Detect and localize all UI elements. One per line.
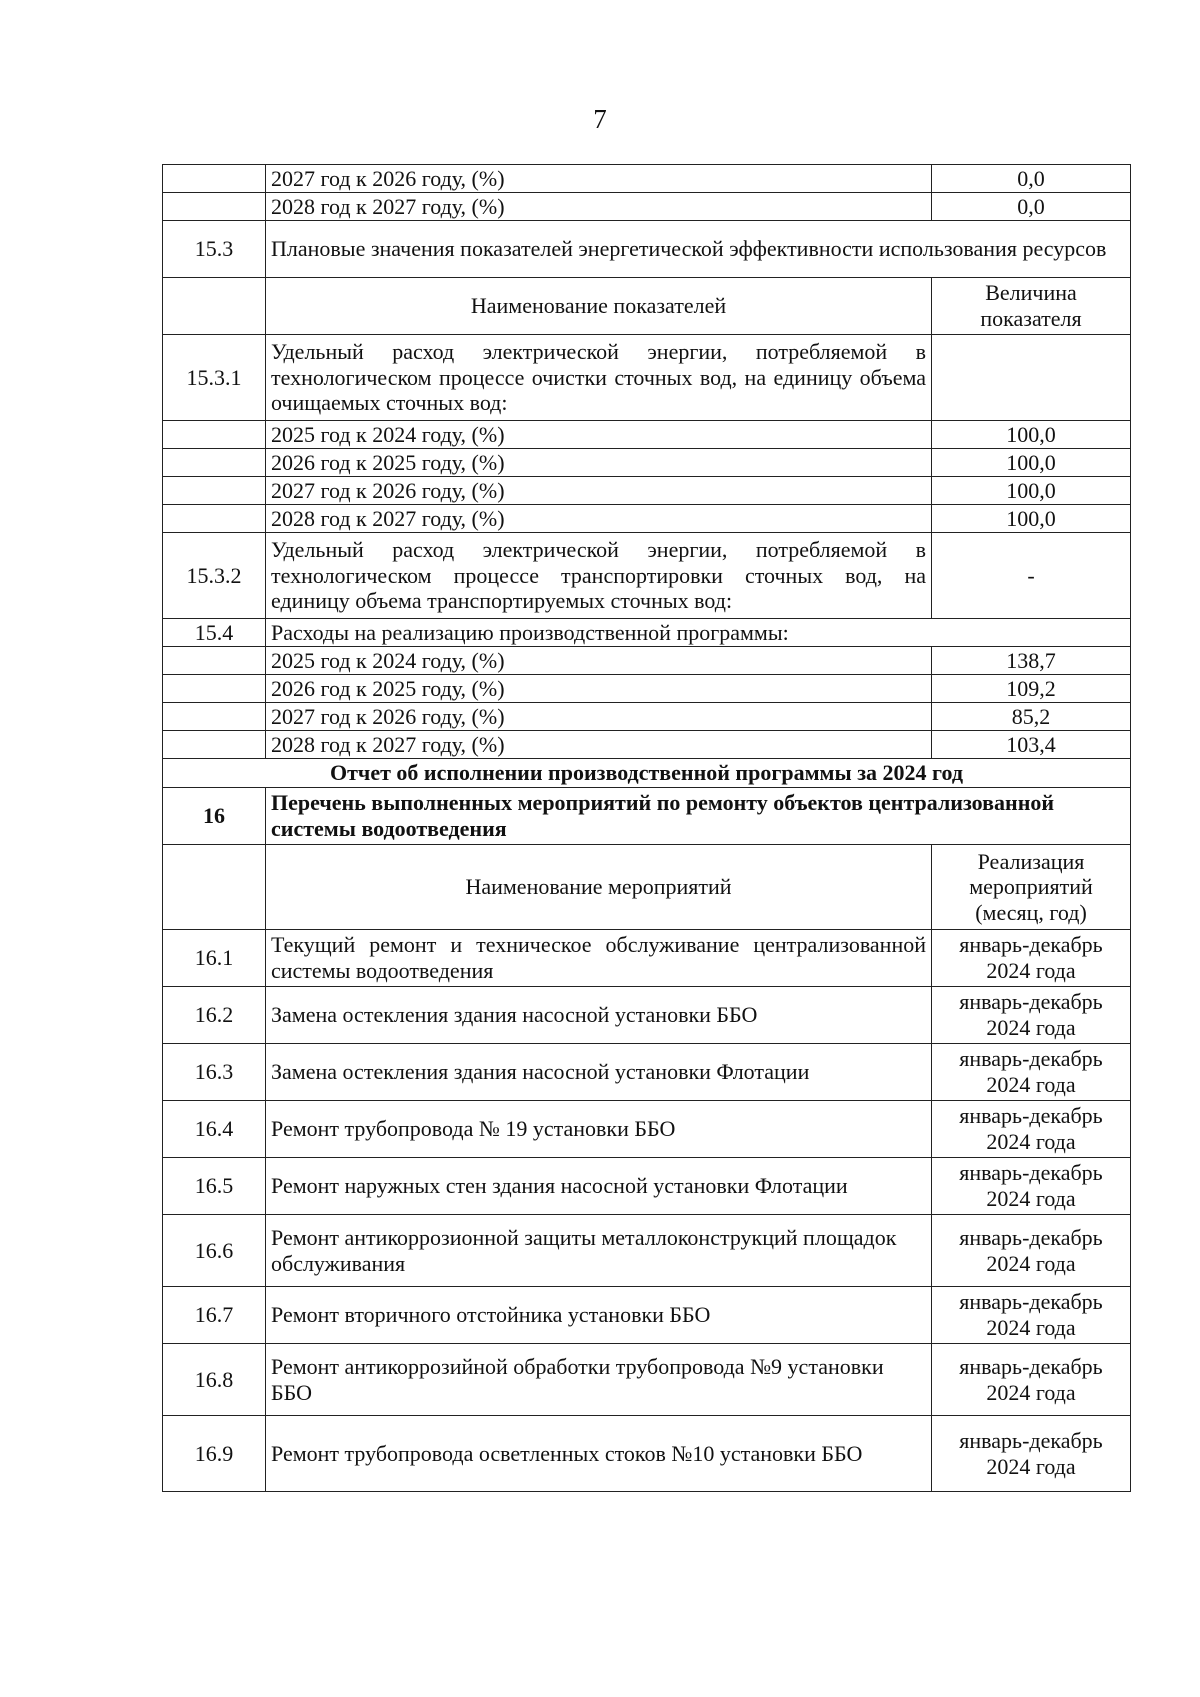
item-text: Ремонт трубопровода № 19 установки ББО (266, 1101, 932, 1158)
item-period: январь-декабрь 2024 года (932, 987, 1131, 1044)
item-text: Текущий ремонт и техническое обслуживание централизованной системы водоотведения (266, 930, 932, 987)
row-label: 2028 год к 2027 году, (%) (266, 505, 932, 533)
row-value: 100,0 (932, 477, 1131, 505)
table-row (163, 1344, 1131, 1416)
item-period: январь-декабрь 2024 года (932, 930, 1131, 987)
table-row (163, 1044, 1131, 1101)
row-number-cell (163, 675, 266, 703)
item-text: Удельный расход электрической энергии, потребляемой в технологическом процессе транспортировки сточных вод, на единицу объема транспортируемых сточных вод: (266, 533, 932, 619)
row-value: 109,2 (932, 675, 1131, 703)
item-number: 16.2 (163, 987, 266, 1044)
table-row (163, 505, 1131, 533)
column-header-row (163, 845, 1131, 930)
table-row (163, 1215, 1131, 1287)
item-period: январь-декабрь 2024 года (932, 1158, 1131, 1215)
row-number-cell (163, 421, 266, 449)
item-text: Ремонт антикоррозийной обработки трубопровода №9 установки ББО (266, 1344, 932, 1416)
table-row (163, 675, 1131, 703)
section-row-15-3 (163, 221, 1131, 278)
item-number: 16.9 (163, 1416, 266, 1492)
item-number: 15.3.2 (163, 533, 266, 619)
item-text: Ремонт антикоррозионной защиты металлоконструкций площадок обслуживания (266, 1215, 932, 1287)
table-row (163, 1158, 1131, 1215)
item-number: 16.8 (163, 1344, 266, 1416)
item-text: Расходы на реализацию производственной программы: (266, 619, 1131, 647)
row-value: 100,0 (932, 421, 1131, 449)
row-label: 2027 год к 2026 году, (%) (266, 703, 932, 731)
row-value: 0,0 (932, 193, 1131, 221)
row-number-cell (163, 703, 266, 731)
row-number-cell (163, 647, 266, 675)
item-value (932, 335, 1131, 421)
row-value: 100,0 (932, 449, 1131, 477)
item-value: - (932, 533, 1131, 619)
row-value: 103,4 (932, 731, 1131, 759)
table-row (163, 647, 1131, 675)
row-value: 100,0 (932, 505, 1131, 533)
row-label: 2026 год к 2025 году, (%) (266, 449, 932, 477)
item-text: Ремонт вторичного отстойника установки ББО (266, 1287, 932, 1344)
table-row (163, 930, 1131, 987)
row-number-cell (163, 278, 266, 335)
section-title: Плановые значения показателей энергетической эффективности использования ресурсов (266, 221, 1131, 278)
column-header-value: Величина показателя (932, 278, 1131, 335)
item-number: 15.3.1 (163, 335, 266, 421)
row-number-cell (163, 193, 266, 221)
item-row-15-4 (163, 619, 1131, 647)
table-row (163, 165, 1131, 193)
item-row-15-3-2 (163, 533, 1131, 619)
table-row (163, 987, 1131, 1044)
item-text: Ремонт наружных стен здания насосной установки Флотации (266, 1158, 932, 1215)
row-number-cell (163, 505, 266, 533)
column-header-value: Реализация мероприятий (месяц, год) (932, 845, 1131, 930)
row-value: 85,2 (932, 703, 1131, 731)
section-number: 16 (163, 788, 266, 845)
item-number: 16.3 (163, 1044, 266, 1101)
row-number-cell (163, 731, 266, 759)
table-row (163, 703, 1131, 731)
row-label: 2028 год к 2027 году, (%) (266, 193, 932, 221)
table-row (163, 193, 1131, 221)
row-value: 138,7 (932, 647, 1131, 675)
item-period: январь-декабрь 2024 года (932, 1215, 1131, 1287)
item-text: Ремонт трубопровода осветленных стоков №10 установки ББО (266, 1416, 932, 1492)
item-period: январь-декабрь 2024 года (932, 1044, 1131, 1101)
item-text: Замена остекления здания насосной установки ББО (266, 987, 932, 1044)
row-label: 2025 год к 2024 году, (%) (266, 421, 932, 449)
page-number: 7 (593, 104, 607, 134)
row-label: 2026 год к 2025 году, (%) (266, 675, 932, 703)
column-header-row (163, 278, 1131, 335)
column-header-name: Наименование показателей (266, 278, 932, 335)
item-number: 16.1 (163, 930, 266, 987)
item-number: 16.6 (163, 1215, 266, 1287)
row-number-cell (163, 449, 266, 477)
section-row-16 (163, 788, 1131, 845)
item-period: январь-декабрь 2024 года (932, 1416, 1131, 1492)
table-row (163, 1416, 1131, 1492)
row-label: 2025 год к 2024 году, (%) (266, 647, 932, 675)
table-row (163, 1101, 1131, 1158)
table-row (163, 421, 1131, 449)
report-title: Отчет об исполнении производственной программы за 2024 год (163, 759, 1131, 788)
item-period: январь-декабрь 2024 года (932, 1101, 1131, 1158)
report-title-row (163, 759, 1131, 788)
item-number: 16.5 (163, 1158, 266, 1215)
item-number: 16.4 (163, 1101, 266, 1158)
table-row (163, 477, 1131, 505)
row-label: 2027 год к 2026 году, (%) (266, 165, 932, 193)
item-row-15-3-1 (163, 335, 1131, 421)
program-table (162, 164, 1131, 1492)
table-row (163, 449, 1131, 477)
row-number-cell (163, 845, 266, 930)
item-number: 16.7 (163, 1287, 266, 1344)
item-period: январь-декабрь 2024 года (932, 1344, 1131, 1416)
item-text: Удельный расход электрической энергии, потребляемой в технологическом процессе очистки сточных вод, на единицу объема очищаемых сточных вод: (266, 335, 932, 421)
column-header-name: Наименование мероприятий (266, 845, 932, 930)
table-row (163, 731, 1131, 759)
item-text: Замена остекления здания насосной установки Флотации (266, 1044, 932, 1101)
row-value: 0,0 (932, 165, 1131, 193)
item-number: 15.4 (163, 619, 266, 647)
row-number-cell (163, 477, 266, 505)
row-label: 2027 год к 2026 году, (%) (266, 477, 932, 505)
section-number: 15.3 (163, 221, 266, 278)
item-period: январь-декабрь 2024 года (932, 1287, 1131, 1344)
row-number-cell (163, 165, 266, 193)
row-label: 2028 год к 2027 году, (%) (266, 731, 932, 759)
table-row (163, 1287, 1131, 1344)
section-title: Перечень выполненных мероприятий по ремонту объектов централизованной системы водоотведения (266, 788, 1131, 845)
